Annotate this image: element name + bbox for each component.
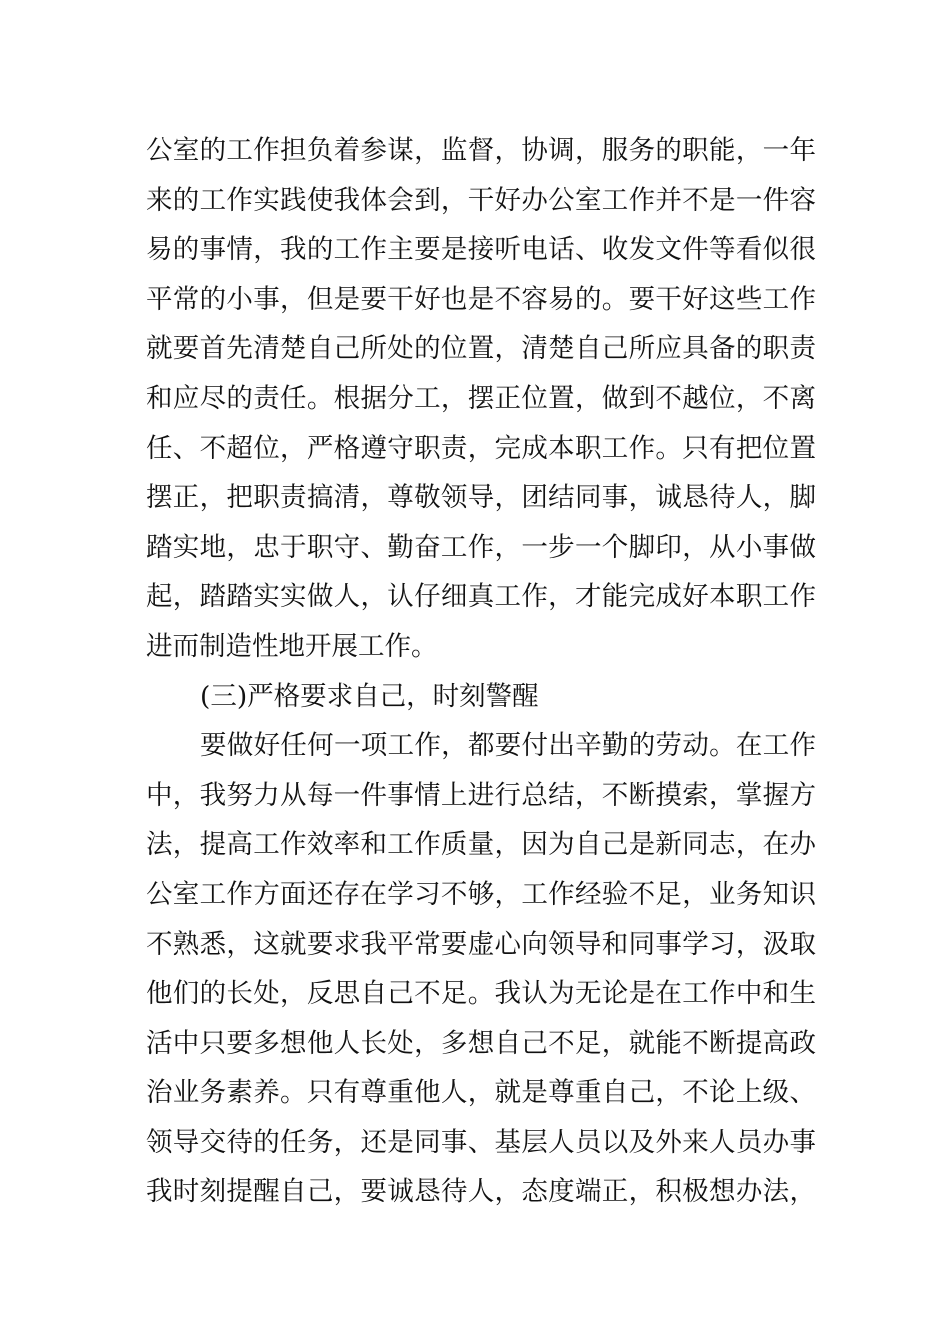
document-body xyxy=(146,126,816,1217)
text-line: 进而制造性地开展工作。 xyxy=(146,630,438,662)
text-line: 和应尽的责任。根据分工，摆正位置，做到不越位，不离 xyxy=(146,382,816,414)
text-line: 起，踏踏实实做人，认仔细真工作，才能完成好本职工作 xyxy=(146,581,816,613)
text-line: 任、不超位，严格遵守职责，完成本职工作。只有把位置 xyxy=(146,432,816,464)
text-line: 公室工作方面还存在学习不够，工作经验不足，业务知识 xyxy=(146,878,816,910)
text-line: 领导交待的任务，还是同事、基层人员以及外来人员办事 xyxy=(146,1126,816,1158)
text-line: 要做好任何一项工作，都要付出辛勤的劳动。在工作 xyxy=(200,730,816,762)
text-line: 来的工作实践使我体会到，干好办公室工作并不是一件容 xyxy=(146,184,816,216)
text-line: 他们的长处，反思自己不足。我认为无论是在工作中和生 xyxy=(146,978,816,1010)
text-line: 易的事情，我的工作主要是接听电话、收发文件等看似很 xyxy=(146,234,816,266)
text-line: 中，我努力从每一件事情上进行总结，不断摸索，掌握方 xyxy=(146,779,816,811)
text-line: 法，提高工作效率和工作质量，因为自己是新同志，在办 xyxy=(146,829,816,861)
section-heading: (三)严格要求自己，时刻警醒 xyxy=(200,680,539,712)
text-line: 就要首先清楚自己所处的位置，清楚自己所应具备的职责 xyxy=(146,333,816,365)
text-line: 治业务素养。只有尊重他人，就是尊重自己，不论上级、 xyxy=(146,1077,816,1109)
text-line: 公室的工作担负着参谋，监督，协调，服务的职能，一年 xyxy=(146,135,816,166)
text-line: 踏实地，忠于职守、勤奋工作，一步一个脚印，从小事做 xyxy=(146,531,816,563)
text-line: 平常的小事，但是要干好也是不容易的。要干好这些工作 xyxy=(146,283,816,315)
text-line: 摆正，把职责搞清，尊敬领导，团结同事，诚恳待人，脚 xyxy=(146,482,816,514)
text-line: 不熟悉，这就要求我平常要虚心向领导和同事学习，汲取 xyxy=(146,928,816,960)
text-line: 我时刻提醒自己，要诚恳待人，态度端正，积极想办法， xyxy=(146,1176,816,1208)
text-line: 活中只要多想他人长处，多想自己不足，就能不断提高政 xyxy=(146,1027,816,1059)
